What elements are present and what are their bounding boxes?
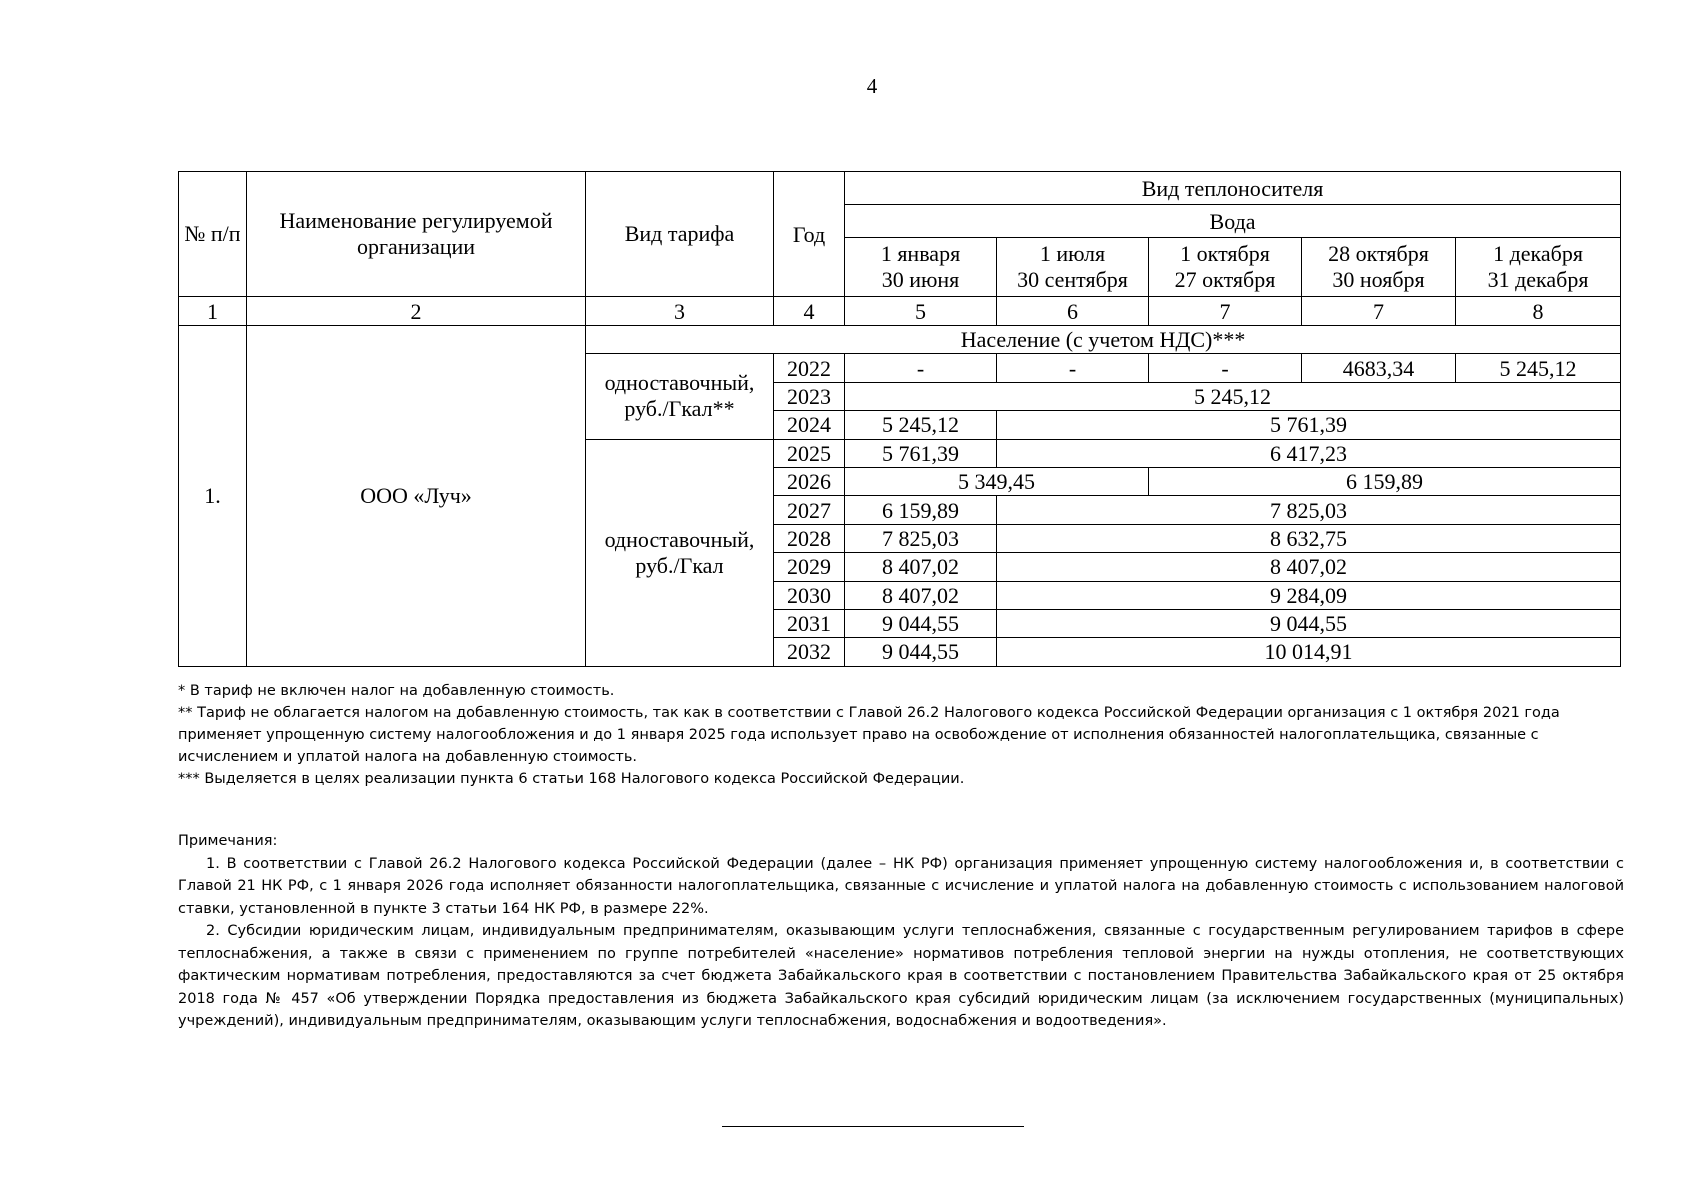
header-period-5: 1 декабря 31 декабря (1456, 238, 1621, 297)
tariff-value: 4683,34 (1302, 354, 1456, 382)
consumer-group-label: Население (с учетом НДС)*** (586, 326, 1621, 354)
header-period-4: 28 октября 30 ноября (1302, 238, 1456, 297)
tariff-value: 9 044,55 (997, 609, 1621, 637)
year-cell: 2022 (774, 354, 845, 382)
footnotes (178, 680, 1618, 790)
year-cell: 2027 (774, 496, 845, 524)
bottom-divider (722, 1126, 1024, 1127)
column-number: 4 (774, 297, 845, 326)
header-tariff-type: Вид тарифа (586, 172, 774, 297)
tariff-value: 5 245,12 (1456, 354, 1621, 382)
tariff-value: 7 825,03 (997, 496, 1621, 524)
organization-name: ООО «Луч» (247, 326, 586, 667)
tariff-value: 6 417,23 (997, 439, 1621, 467)
header-period-1: 1 января 30 июня (845, 238, 997, 297)
header-year: Год (774, 172, 845, 297)
column-number: 2 (247, 297, 586, 326)
row-number: 1. (179, 326, 247, 667)
tariff-value: 8 407,02 (997, 553, 1621, 581)
tariff-value: 6 159,89 (845, 496, 997, 524)
tariff-value: 6 159,89 (1149, 467, 1621, 495)
tariff-value: 8 632,75 (997, 524, 1621, 552)
footnote-1: * В тариф не включен налог на добавленную стоимость. (178, 683, 615, 699)
year-cell: 2031 (774, 609, 845, 637)
footnote-3: *** Выделяется в целях реализации пункта 6 статьи 168 Налогового кодекса Российской Федерации. (178, 771, 965, 787)
column-number: 7 (1302, 297, 1456, 326)
column-number: 1 (179, 297, 247, 326)
tariff-value: 8 407,02 (845, 553, 997, 581)
page-number: 4 (866, 74, 878, 98)
note-item-1: 1. В соответствии с Главой 26.2 Налогового кодекса Российской Федерации (далее – НК РФ) организация применяет упрощенную систему налогообложения и, в соответствии с Главой 21 НК РФ, с 1 января 2026 года исполняет обязанности налогоплательщика, связанные с исчисление и уплатой налога на добавленную стоимость с использованием налоговой ставки, установленной в пункте 3 статьи 164 НК РФ, в размере 22%. (178, 855, 1624, 917)
column-number: 7 (1149, 297, 1302, 326)
tariff-value: 5 349,45 (845, 467, 1149, 495)
tariff-value: 5 761,39 (845, 439, 997, 467)
column-number: 3 (586, 297, 774, 326)
tariff-value: - (845, 354, 997, 382)
footnote-2: ** Тариф не облагается налогом на добавленную стоимость, так как в соответствии с Главой 26.2 Налогового кодекса Российской Федерации организация с 1 октября 2021 года применяет упрощенную систему налогообложения и до 1 января 2025 года использует право на освобождение от исполнения обязанностей налогоплательщика, связанные с исчислением и уплатой налога на добавленную стоимость. (178, 705, 1560, 765)
tariff-value: 5 761,39 (997, 411, 1621, 439)
column-number: 5 (845, 297, 997, 326)
header-org-name: Наименование регулируемой организации (247, 172, 586, 297)
tariff-value: 9 044,55 (845, 638, 997, 666)
tariff-value: 5 245,12 (845, 411, 997, 439)
header-period-3: 1 октября 27 октября (1149, 238, 1302, 297)
year-cell: 2028 (774, 524, 845, 552)
column-number: 6 (997, 297, 1149, 326)
tariff-type-cell: одноставочный, руб./Гкал** (586, 354, 774, 439)
tariff-value: - (997, 354, 1149, 382)
tariff-value: 9 044,55 (845, 609, 997, 637)
tariff-type-cell: одноставочный, руб./Гкал (586, 439, 774, 666)
header-water: Вода (845, 205, 1621, 238)
tariff-value: 5 245,12 (845, 382, 1621, 410)
tariff-value: - (1149, 354, 1302, 382)
note-item-2: 2. Субсидии юридическим лицам, индивидуальным предпринимателям, оказывающим услуги теплоснабжения, связанные с государственным регулированием тарифов в сфере теплоснабжения, а также в связи с применением по группе потребителей «население» нормативов потребления тепловой энергии на нужды отопления, не соответствующих фактическим нормативам потребления, предоставляются за счет бюджета Забайкальского края в соответствии с постановлением Правительства Забайкальского края от 25 октября 2018 года № 457 «Об утверждении Порядка предоставления из бюджета Забайкальского края субсидий юридическим лицам (за исключением государственных (муниципальных) учреждений), индивидуальным предпринимателям, оказывающим услуги теплоснабжения, водоснабжения и водоотведения». (178, 923, 1624, 1029)
year-cell: 2023 (774, 382, 845, 410)
tariff-value: 10 014,91 (997, 638, 1621, 666)
year-cell: 2024 (774, 411, 845, 439)
header-num: № п/п (179, 172, 247, 297)
tariff-table (178, 171, 1621, 667)
tariff-value: 8 407,02 (845, 581, 997, 609)
year-cell: 2029 (774, 553, 845, 581)
year-cell: 2030 (774, 581, 845, 609)
year-cell: 2026 (774, 467, 845, 495)
tariff-value: 7 825,03 (845, 524, 997, 552)
year-cell: 2032 (774, 638, 845, 666)
tariff-value: 9 284,09 (997, 581, 1621, 609)
notes-title: Примечания: (178, 833, 278, 849)
column-number: 8 (1456, 297, 1621, 326)
year-cell: 2025 (774, 439, 845, 467)
header-heat-carrier: Вид теплоносителя (845, 172, 1621, 205)
notes-section (178, 830, 1624, 1033)
header-period-2: 1 июля 30 сентября (997, 238, 1149, 297)
